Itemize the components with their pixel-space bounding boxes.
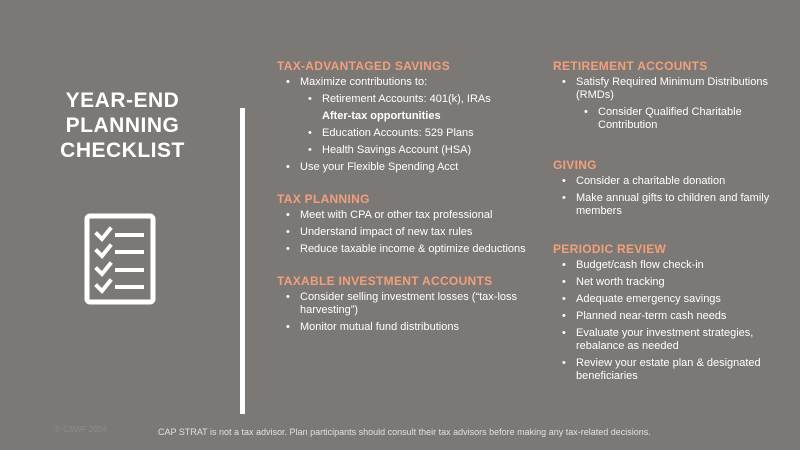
vertical-divider [240,108,245,414]
list-item: • Evaluate your investment strategies, rebalance as needed [553,327,793,353]
title-line-2: PLANNING [65,114,180,137]
list-item: • Consider selling investment losses (“tax-loss harvesting”) [277,291,527,317]
section-giving [553,158,793,218]
list-item: • Satisfy Required Minimum Distributions (RMDs) [553,76,793,102]
list-item: • Education Accounts: 529 Plans [277,127,527,140]
list-item: • Review your estate plan & designated beneficiaries [553,357,793,383]
list-item: • Health Savings Account (HSA) [277,144,527,157]
section-heading: PERIODIC REVIEW [553,242,667,256]
title-line-1: YEAR-END [65,89,180,112]
list-item: • Reduce taxable income & optimize deductions [277,243,527,256]
disclaimer-text: CAP STRAT is not a tax advisor. Plan participants should consult their tax advisors before making any tax-related decisions. [158,427,651,437]
list-item: • Retirement Accounts: 401(k), IRAs [277,93,527,106]
list-item: • Use your Flexible Spending Acct [277,161,527,174]
section-heading: GIVING [553,158,597,172]
list-item: • Consider a charitable donation [553,175,793,188]
section-heading: TAXABLE INVESTMENT ACCOUNTS [277,274,493,288]
list-item: • Net worth tracking [553,276,793,289]
section-heading: TAX PLANNING [277,192,370,206]
list-item: • Maximize contributions to: [277,76,527,89]
list-item: After-tax opportunities [322,110,441,122]
list-item: • Monitor mutual fund distributions [277,321,527,334]
list-item: • Understand impact of new tax rules [277,226,527,239]
left-column [277,59,527,338]
right-column [553,59,793,387]
page-title [40,88,205,163]
section-tax-advantaged-savings [277,59,527,174]
list-item: • Adequate emergency savings [553,293,793,306]
section-taxable-investment-accounts [277,274,527,334]
section-heading: RETIREMENT ACCOUNTS [553,59,708,73]
section-heading: TAX-ADVANTAGED SAVINGS [277,59,451,73]
list-item: • Meet with CPA or other tax professional [277,209,527,222]
checklist-icon [84,213,156,305]
section-tax-planning [277,192,527,256]
title-line-3: CHECKLIST [60,139,185,162]
section-retirement-accounts [553,59,793,132]
copyright-text: © CSWF 2024 [55,425,107,434]
list-item: • Planned near-term cash needs [553,310,793,323]
list-item: • Consider Qualified Charitable Contribution [553,106,793,132]
section-periodic-review [553,242,793,383]
list-item: • Make annual gifts to children and family members [553,192,793,218]
list-item: • Budget/cash flow check-in [553,259,793,272]
